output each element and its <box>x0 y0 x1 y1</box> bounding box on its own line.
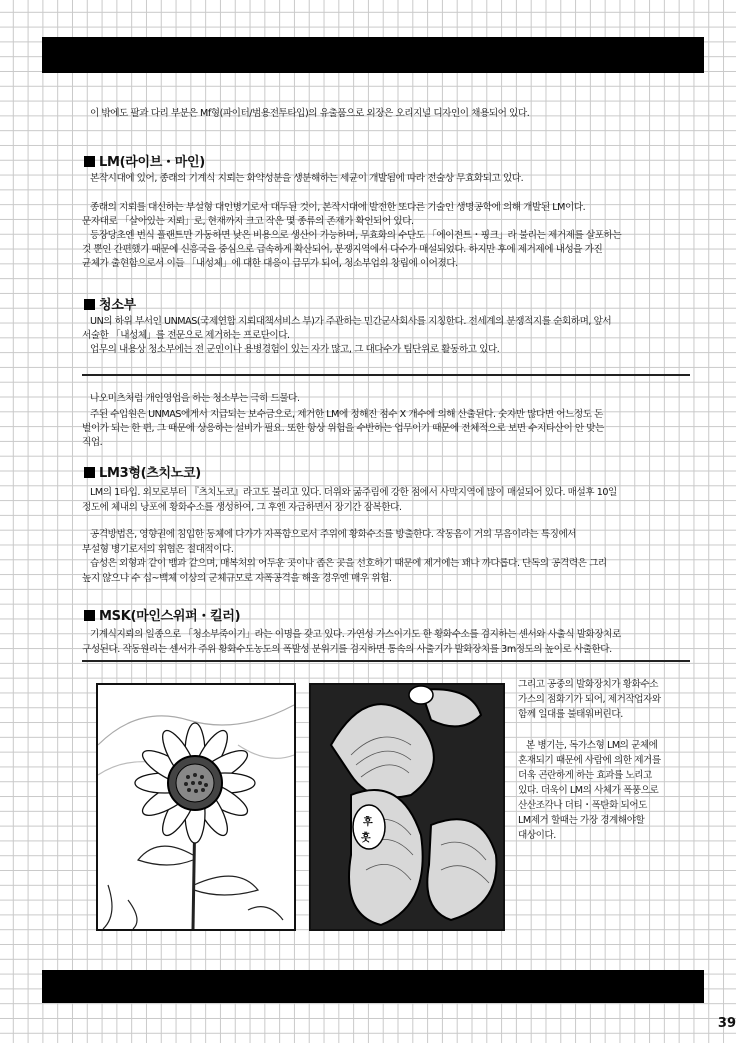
lm-line: 종래의 지뢰를 대신하는 부설형 대인병기로서 대두된 것이, 본작시대에 발전한 또다른 기술인 생명공학에 의해 개발된 LM이다. <box>90 202 586 213</box>
sweeper-line: UN의 하위 부서인 UNMAS(국제연합 지뢰대책서비스 부)가 주관하는 민간군사회사를 지칭한다. 전세계의 분쟁적지를 순회하며, 앞서 <box>90 316 612 327</box>
lm-line: 문자대로 「살아있는 지뢰」로, 현재까지 크고 작은 몇 종류의 존재가 확인되어 있다. <box>82 216 414 227</box>
lm3-line: 습성은 외형과 같이 뱀과 같으며, 매복처의 어두운 곳이나 좁은 곳을 선호하기 때문에 제거에는 꽤나 까다롭다. 단독의 공격력은 그리 <box>90 558 607 569</box>
sweeper-extra-line: 직업. <box>82 437 103 448</box>
msk-side-line: 산산조각나 더티・폭탄화 되어도 <box>518 800 647 811</box>
msk-side-line: 함께 일대를 불태워버린다. <box>518 709 623 720</box>
sweeper-extra-line: 나오미츠처럼 개인영업을 하는 청소부는 극히 드물다. <box>90 393 300 404</box>
msk-side-line: 혼재되기 때문에 사람에 의한 제거를 <box>518 755 661 766</box>
sweeper-extra-line: 주된 수입원은 UNMAS에게서 지급되는 보수금으로, 제거한 LM에 정해진 점수 X 개수에 의해 산출된다. 숫자만 많다면 어느정도 돈 <box>90 409 603 420</box>
lm3-line: 정도에 체내의 낭포에 황화수소를 생성하여, 그 후엔 자급하면서 장기간 잠복한다. <box>82 502 402 513</box>
msk-side-line: 더욱 곤란하게 하는 효과를 노리고 <box>518 770 652 781</box>
top-black-bar <box>42 37 704 73</box>
intro-text: 이 밖에도 팔과 다리 부분은 Mf형(파이터/범용전투타입)의 유출품으로 외장은 오리지널 디자인이 채용되어 있다. <box>90 108 530 119</box>
lm-line: 것 뿐인 간편했기 때문에 신흥국을 중심으로 급속하게 확산되어, 분쟁지역에서 다수가 매설되었다. 하지만 후에 제거제에 내성을 가진 <box>82 244 603 255</box>
lm3-creature-illustration <box>309 683 505 931</box>
heading-square-icon <box>84 610 95 621</box>
msk-side-line: 대상이다. <box>518 830 556 841</box>
heading-square-icon <box>84 467 95 478</box>
lm-line: 본작시대에 있어, 종래의 기계식 지뢰는 화약성분을 생분해하는 세균이 개발됨에 따라 전술상 무효화되고 있다. <box>90 173 524 184</box>
msk-side-line: 그리고 공중의 발화장치가 황화수소 <box>518 679 659 690</box>
sweeper-extra-line: 벌이가 되는 한 편, 그 때문에 상응하는 설비가 필요. 또한 항상 위험을 수반하는 업무이기 때문에 전체적으로 보면 수지타산이 안 맞는 <box>82 423 604 434</box>
sweeper-line: 서술한 「내성체」를 전문으로 제거하는 프로단이다. <box>82 330 290 341</box>
section-heading-lm <box>84 151 205 170</box>
lm3-line: 높지 않으나 수 십~백체 이상의 군체규모로 자폭공격을 해올 경우엔 매우 위험. <box>82 573 392 584</box>
heading-label: LM3형(츠치노코) <box>99 466 201 481</box>
lm-line: 균체가 출현함으로서 이들 「내성체」에 대한 대응이 급무가 되어, 청소부업의 창립에 이어졌다. <box>82 258 458 269</box>
sfx-text: 후 <box>363 817 373 828</box>
section-heading-msk <box>84 605 240 624</box>
heading-square-icon <box>84 299 95 310</box>
divider-rule <box>82 660 690 662</box>
heading-label: MSK(마인스위퍼・킬러) <box>99 609 241 624</box>
lm3-creature-art <box>311 685 503 929</box>
lm-line: 등장당초엔 번식 플랜트만 가동하면 낮은 비용으로 생산이 가능하며, 무효화의 수단도 「에이전트・핑크」라 불리는 제거제를 살포하는 <box>90 230 622 241</box>
bottom-black-bar <box>42 970 704 1003</box>
sweeper-line: 업무의 내용상 청소부에는 전 군인이나 용병경험이 있는 자가 많고, 그 대다수가 팀단위로 활동하고 있다. <box>90 344 500 355</box>
divider-rule <box>82 374 690 376</box>
msk-side-line: 본 병기는, 독가스형 LM의 군체에 <box>526 740 658 751</box>
heading-label: 청소부 <box>99 298 136 313</box>
lm3-line: 공격방법은, 영향권에 침입한 동체에 다가가 자폭함으로서 주위에 황화수소를 방출한다. 작동음이 거의 무음이라는 특징에서 <box>90 529 577 540</box>
lm3-line: 부설형 병기로서의 위협은 절대적이다. <box>82 544 234 555</box>
sunflower-mine-art <box>98 685 294 929</box>
msk-side-line: 가스의 점화기가 되어, 제거작업자와 <box>518 694 661 705</box>
sfx-text: 훗 <box>361 833 371 844</box>
msk-line: 기계식지뢰의 일종으로 「청소부죽이기」라는 이명을 갖고 있다. 가연성 가스이기도 한 황화수소를 검지하는 센서와 사출식 발화장치로 <box>90 629 621 640</box>
heading-label: LM(라이브・마인) <box>99 155 205 170</box>
lm3-line: LM의 1타입. 외모로부터 『츠치노코』라고도 불리고 있다. 더위와 굶주림에 강한 점에서 사막지역에 많이 매설되어 있다. 매설후 10일 <box>90 487 617 498</box>
msk-line: 구성된다. 작동원리는 센서가 주위 황화수도농도의 폭발성 분위기를 검지하면 통속의 사출기가 발화장치를 3m정도의 높이로 사출한다. <box>82 644 612 655</box>
section-heading-lm3 <box>84 462 201 481</box>
heading-square-icon <box>84 156 95 167</box>
sunflower-mine-illustration <box>96 683 296 931</box>
msk-side-line: LM제거 할때는 가장 경계해야할 <box>518 815 645 826</box>
section-heading-sweeper <box>84 294 136 313</box>
msk-side-line: 있다. 더욱이 LM의 사체가 폭풍으로 <box>518 785 659 796</box>
page-number: 39 <box>717 1016 736 1031</box>
